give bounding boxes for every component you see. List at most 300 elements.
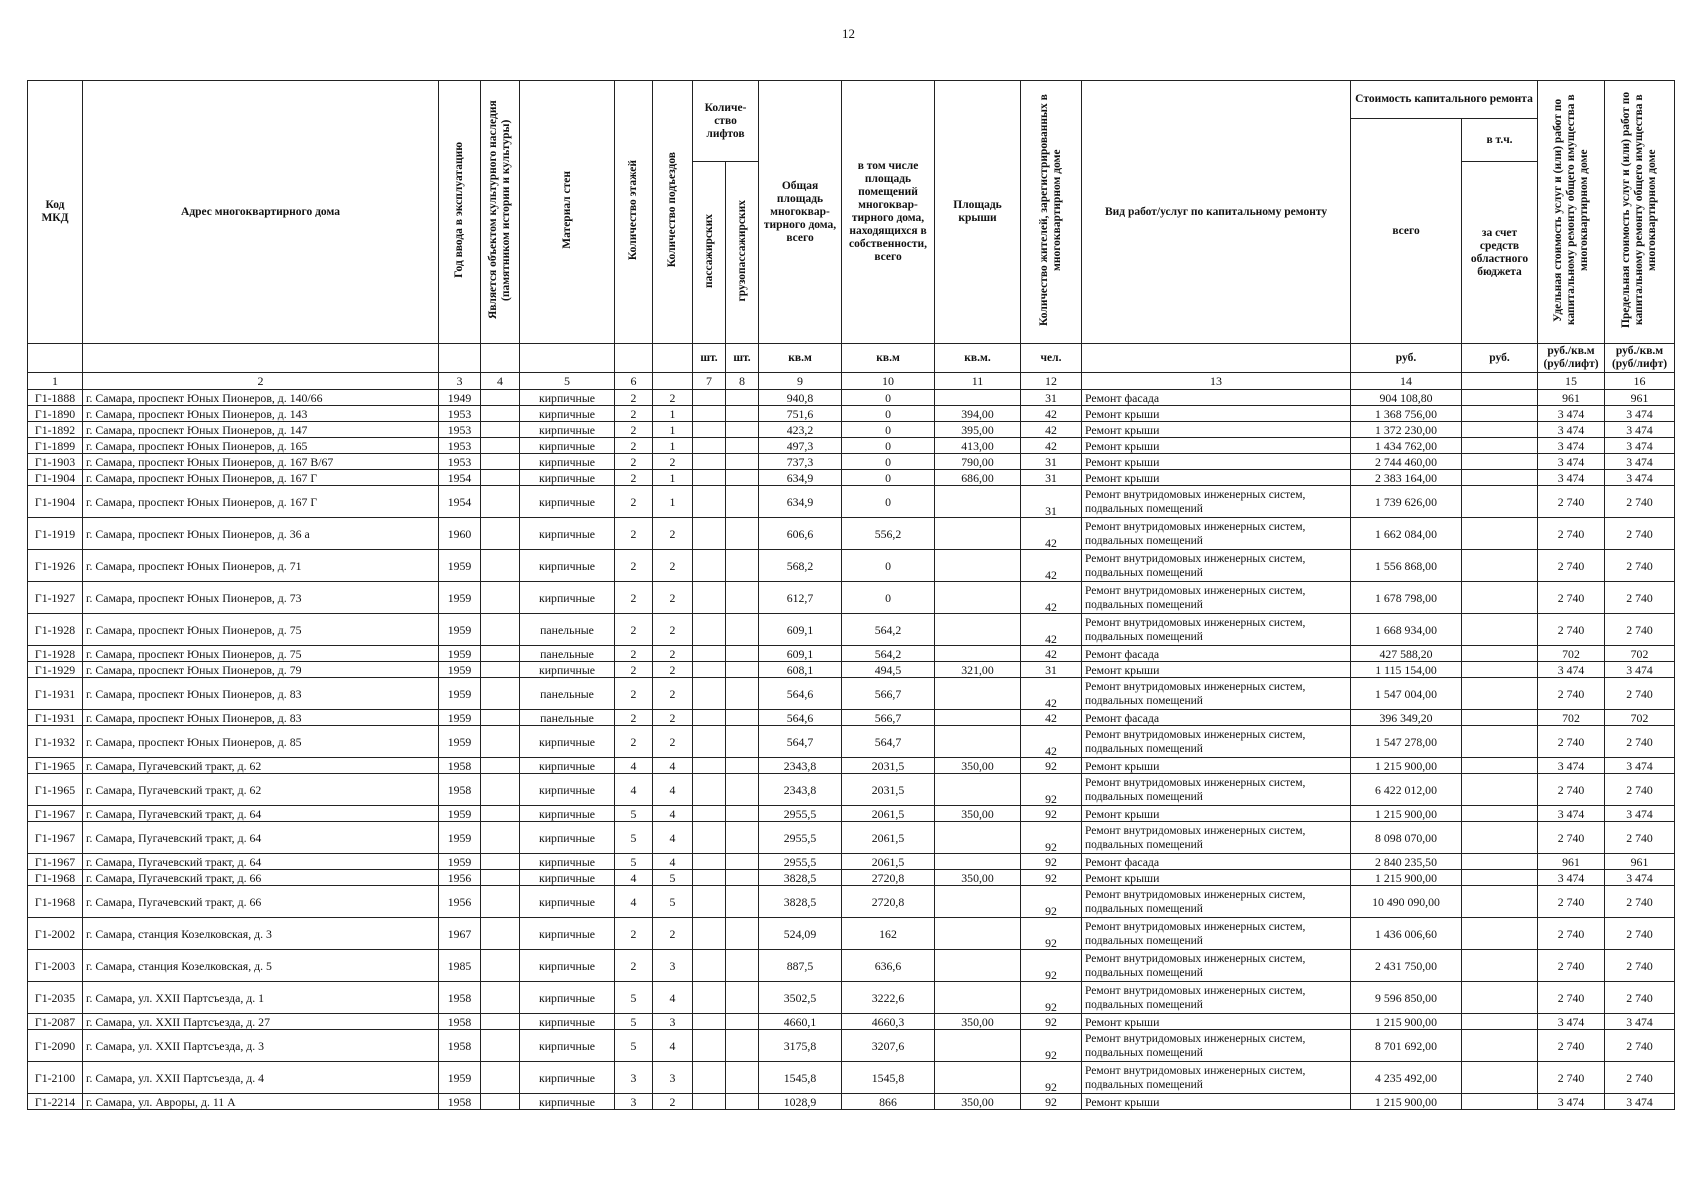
cell-cargo-lifts bbox=[726, 678, 759, 710]
cell-floors: 2 bbox=[615, 726, 653, 758]
cell-entrances: 2 bbox=[653, 918, 693, 950]
cell-passenger-lifts bbox=[693, 1030, 726, 1062]
cell-address: г. Самара, Пугачевский тракт, д. 64 bbox=[83, 822, 439, 854]
unit-residents: чел. bbox=[1021, 344, 1082, 373]
column-number-row bbox=[28, 373, 1675, 390]
cell-floors: 2 bbox=[615, 550, 653, 582]
cell-roof-area: 350,00 bbox=[935, 806, 1021, 822]
cell-max-cost: 2 740 bbox=[1605, 886, 1675, 918]
cell-wall: панельные bbox=[520, 678, 615, 710]
cell-cost-total: 1 668 934,00 bbox=[1351, 614, 1462, 646]
table-row bbox=[28, 1030, 1675, 1062]
cell-passenger-lifts bbox=[693, 518, 726, 550]
cell-work: Ремонт крыши bbox=[1082, 1094, 1351, 1110]
cell-entrances: 4 bbox=[653, 806, 693, 822]
table-row bbox=[28, 470, 1675, 486]
cell-work: Ремонт внутридомовых инженерных систем, подвальных помещений bbox=[1082, 918, 1351, 950]
cell-floors: 5 bbox=[615, 822, 653, 854]
cell-roof-area: 350,00 bbox=[935, 1094, 1021, 1110]
cell-roof-area bbox=[935, 1062, 1021, 1094]
header-cost: Стоимость капитального ремонта bbox=[1351, 81, 1538, 119]
cell-cargo-lifts bbox=[726, 518, 759, 550]
column-number: 14 bbox=[1351, 373, 1462, 390]
cell-unit-cost: 702 bbox=[1538, 710, 1605, 726]
cell-passenger-lifts bbox=[693, 646, 726, 662]
cell-work: Ремонт внутридомовых инженерных систем, подвальных помещений bbox=[1082, 774, 1351, 806]
cell-cost-total: 2 431 750,00 bbox=[1351, 950, 1462, 982]
cell-owned-area: 2720,8 bbox=[842, 870, 935, 886]
cell-code: Г1-1929 bbox=[28, 662, 83, 678]
column-number: 7 bbox=[693, 373, 726, 390]
header-passenger: пассажирских bbox=[693, 162, 726, 344]
cell-cost-total: 1 678 798,00 bbox=[1351, 582, 1462, 614]
cell-unit-cost: 2 740 bbox=[1538, 982, 1605, 1014]
cell-year: 1953 bbox=[439, 422, 481, 438]
unit-unit-cost: руб./кв.м (руб/лифт) bbox=[1538, 344, 1605, 373]
cell-total-area: 2955,5 bbox=[759, 854, 842, 870]
cell-wall: кирпичные bbox=[520, 822, 615, 854]
table-row bbox=[28, 806, 1675, 822]
cell-heritage bbox=[481, 886, 520, 918]
cell-max-cost: 3 474 bbox=[1605, 870, 1675, 886]
column-number bbox=[653, 373, 693, 390]
cell-cost-total: 6 422 012,00 bbox=[1351, 774, 1462, 806]
cell-heritage bbox=[481, 758, 520, 774]
column-number: 8 bbox=[726, 373, 759, 390]
cell-wall: кирпичные bbox=[520, 582, 615, 614]
cell-owned-area: 0 bbox=[842, 454, 935, 470]
cell-wall: кирпичные bbox=[520, 406, 615, 422]
capital-repair-table bbox=[27, 80, 1675, 1110]
cell-max-cost: 2 740 bbox=[1605, 518, 1675, 550]
cell-roof-area bbox=[935, 550, 1021, 582]
table-row bbox=[28, 1094, 1675, 1110]
cell-code: Г1-1928 bbox=[28, 646, 83, 662]
table-row bbox=[28, 1062, 1675, 1094]
cell-passenger-lifts bbox=[693, 710, 726, 726]
cell-year: 1949 bbox=[439, 390, 481, 406]
cell-code: Г1-1967 bbox=[28, 822, 83, 854]
column-number bbox=[1462, 373, 1538, 390]
cell-passenger-lifts bbox=[693, 982, 726, 1014]
table-row bbox=[28, 454, 1675, 470]
cell-address: г. Самара, проспект Юных Пионеров, д. 83 bbox=[83, 710, 439, 726]
cell-passenger-lifts bbox=[693, 1094, 726, 1110]
cell-work: Ремонт крыши bbox=[1082, 1014, 1351, 1030]
cell-passenger-lifts bbox=[693, 454, 726, 470]
cell-entrances: 2 bbox=[653, 1094, 693, 1110]
cell-total-area: 609,1 bbox=[759, 614, 842, 646]
table-row bbox=[28, 678, 1675, 710]
cell-code: Г1-2003 bbox=[28, 950, 83, 982]
cell-residents: 31 bbox=[1021, 470, 1082, 486]
cell-code: Г1-1967 bbox=[28, 806, 83, 822]
cell-total-area: 606,6 bbox=[759, 518, 842, 550]
header-unit-cost: Удельная стоимость услуг и (или) работ по капитальному ремонту общего имущества в многоквартирном доме bbox=[1538, 81, 1605, 344]
cell-passenger-lifts bbox=[693, 886, 726, 918]
cell-roof-area bbox=[935, 710, 1021, 726]
header-wall: Материал стен bbox=[520, 81, 615, 344]
cell-residents: 42 bbox=[1021, 518, 1082, 550]
cell-year: 1959 bbox=[439, 806, 481, 822]
cell-cargo-lifts bbox=[726, 854, 759, 870]
cell-max-cost: 3 474 bbox=[1605, 454, 1675, 470]
unit-passenger: шт. bbox=[693, 344, 726, 373]
cell-address: г. Самара, проспект Юных Пионеров, д. 75 bbox=[83, 614, 439, 646]
cell-owned-area: 564,2 bbox=[842, 646, 935, 662]
cell-unit-cost: 2 740 bbox=[1538, 886, 1605, 918]
header-cost-total: всего bbox=[1351, 119, 1462, 344]
cell-max-cost: 3 474 bbox=[1605, 806, 1675, 822]
header-incl: в т.ч. bbox=[1462, 119, 1538, 162]
cell-cost-regional bbox=[1462, 950, 1538, 982]
cell-floors: 2 bbox=[615, 438, 653, 454]
cell-work: Ремонт внутридомовых инженерных систем, подвальных помещений bbox=[1082, 614, 1351, 646]
cell-year: 1967 bbox=[439, 918, 481, 950]
cell-cost-total: 1 436 006,60 bbox=[1351, 918, 1462, 950]
cell-passenger-lifts bbox=[693, 726, 726, 758]
cell-total-area: 3502,5 bbox=[759, 982, 842, 1014]
cell-cargo-lifts bbox=[726, 1062, 759, 1094]
cell-owned-area: 866 bbox=[842, 1094, 935, 1110]
cell-code: Г1-1904 bbox=[28, 486, 83, 518]
cell-cost-total: 427 588,20 bbox=[1351, 646, 1462, 662]
cell-owned-area: 566,7 bbox=[842, 678, 935, 710]
cell-heritage bbox=[481, 518, 520, 550]
cell-wall: панельные bbox=[520, 646, 615, 662]
cell-cost-regional bbox=[1462, 710, 1538, 726]
cell-unit-cost: 3 474 bbox=[1538, 758, 1605, 774]
cell-wall: кирпичные bbox=[520, 518, 615, 550]
cell-year: 1958 bbox=[439, 1094, 481, 1110]
cell-cargo-lifts bbox=[726, 486, 759, 518]
cell-cost-total: 1 215 900,00 bbox=[1351, 806, 1462, 822]
cell-heritage bbox=[481, 854, 520, 870]
cell-cost-total: 2 744 460,00 bbox=[1351, 454, 1462, 470]
cell-total-area: 564,6 bbox=[759, 710, 842, 726]
cell-year: 1954 bbox=[439, 470, 481, 486]
cell-total-area: 1545,8 bbox=[759, 1062, 842, 1094]
cell-work: Ремонт крыши bbox=[1082, 454, 1351, 470]
cell-floors: 5 bbox=[615, 806, 653, 822]
cell-cost-total: 1 739 626,00 bbox=[1351, 486, 1462, 518]
cell-work: Ремонт крыши bbox=[1082, 438, 1351, 454]
cell-code: Г1-1931 bbox=[28, 678, 83, 710]
cell-heritage bbox=[481, 406, 520, 422]
cell-wall: кирпичные bbox=[520, 390, 615, 406]
cell-address: г. Самара, проспект Юных Пионеров, д. 143 bbox=[83, 406, 439, 422]
cell-cost-regional bbox=[1462, 614, 1538, 646]
unit-roof-area: кв.м. bbox=[935, 344, 1021, 373]
cell-roof-area bbox=[935, 854, 1021, 870]
cell-passenger-lifts bbox=[693, 550, 726, 582]
table-row bbox=[28, 390, 1675, 406]
cell-floors: 2 bbox=[615, 406, 653, 422]
cell-total-area: 524,09 bbox=[759, 918, 842, 950]
cell-heritage bbox=[481, 678, 520, 710]
cell-unit-cost: 3 474 bbox=[1538, 662, 1605, 678]
cell-work: Ремонт внутридомовых инженерных систем, подвальных помещений bbox=[1082, 982, 1351, 1014]
cell-address: г. Самара, проспект Юных Пионеров, д. 79 bbox=[83, 662, 439, 678]
cell-max-cost: 3 474 bbox=[1605, 1094, 1675, 1110]
cell-year: 1959 bbox=[439, 614, 481, 646]
cell-cost-regional bbox=[1462, 1030, 1538, 1062]
cell-cargo-lifts bbox=[726, 422, 759, 438]
cell-cargo-lifts bbox=[726, 454, 759, 470]
page-number: 12 bbox=[842, 26, 855, 41]
cell-cargo-lifts bbox=[726, 406, 759, 422]
column-number: 1 bbox=[28, 373, 83, 390]
cell-roof-area bbox=[935, 486, 1021, 518]
cell-owned-area: 0 bbox=[842, 550, 935, 582]
cell-total-area: 423,2 bbox=[759, 422, 842, 438]
column-number: 2 bbox=[83, 373, 439, 390]
cell-code: Г1-1892 bbox=[28, 422, 83, 438]
cell-entrances: 2 bbox=[653, 646, 693, 662]
cell-work: Ремонт внутридомовых инженерных систем, подвальных помещений bbox=[1082, 822, 1351, 854]
cell-unit-cost: 2 740 bbox=[1538, 518, 1605, 550]
cell-entrances: 2 bbox=[653, 390, 693, 406]
cell-passenger-lifts bbox=[693, 1014, 726, 1030]
cell-entrances: 1 bbox=[653, 422, 693, 438]
cell-heritage bbox=[481, 470, 520, 486]
table-row bbox=[28, 662, 1675, 678]
cell-total-area: 608,1 bbox=[759, 662, 842, 678]
cell-unit-cost: 3 474 bbox=[1538, 438, 1605, 454]
cell-owned-area: 556,2 bbox=[842, 518, 935, 550]
cell-residents: 42 bbox=[1021, 614, 1082, 646]
header-code: Код МКД bbox=[28, 81, 83, 344]
cell-wall: кирпичные bbox=[520, 662, 615, 678]
cell-floors: 4 bbox=[615, 774, 653, 806]
cell-address: г. Самара, проспект Юных Пионеров, д. 75 bbox=[83, 646, 439, 662]
cell-roof-area bbox=[935, 918, 1021, 950]
cell-work: Ремонт внутридомовых инженерных систем, подвальных помещений bbox=[1082, 518, 1351, 550]
cell-unit-cost: 2 740 bbox=[1538, 614, 1605, 646]
cell-floors: 5 bbox=[615, 854, 653, 870]
cell-entrances: 3 bbox=[653, 1014, 693, 1030]
cell-cost-regional bbox=[1462, 870, 1538, 886]
unit-owned-area: кв.м bbox=[842, 344, 935, 373]
unit-max-cost: руб./кв.м (руб/лифт) bbox=[1605, 344, 1675, 373]
cell-address: г. Самара, ул. XXII Партсъезда, д. 1 bbox=[83, 982, 439, 1014]
cell-wall: кирпичные bbox=[520, 422, 615, 438]
cell-work: Ремонт фасада bbox=[1082, 646, 1351, 662]
table-row bbox=[28, 1014, 1675, 1030]
cell-max-cost: 2 740 bbox=[1605, 614, 1675, 646]
cell-residents: 92 bbox=[1021, 774, 1082, 806]
cell-address: г. Самара, проспект Юных Пионеров, д. 167 В/67 bbox=[83, 454, 439, 470]
cell-max-cost: 2 740 bbox=[1605, 982, 1675, 1014]
cell-residents: 92 bbox=[1021, 806, 1082, 822]
cell-code: Г1-1899 bbox=[28, 438, 83, 454]
cell-cargo-lifts bbox=[726, 886, 759, 918]
cell-owned-area: 636,6 bbox=[842, 950, 935, 982]
cell-owned-area: 494,5 bbox=[842, 662, 935, 678]
cell-unit-cost: 3 474 bbox=[1538, 422, 1605, 438]
cell-roof-area bbox=[935, 982, 1021, 1014]
cell-residents: 42 bbox=[1021, 406, 1082, 422]
cell-heritage bbox=[481, 1062, 520, 1094]
cell-total-area: 2343,8 bbox=[759, 758, 842, 774]
cell-year: 1959 bbox=[439, 662, 481, 678]
table-row bbox=[28, 726, 1675, 758]
cell-entrances: 4 bbox=[653, 774, 693, 806]
unit-wall bbox=[520, 344, 615, 373]
cell-cargo-lifts bbox=[726, 390, 759, 406]
cell-entrances: 5 bbox=[653, 886, 693, 918]
cell-heritage bbox=[481, 918, 520, 950]
cell-work: Ремонт крыши bbox=[1082, 806, 1351, 822]
cell-owned-area: 3222,6 bbox=[842, 982, 935, 1014]
cell-owned-area: 2061,5 bbox=[842, 822, 935, 854]
cell-work: Ремонт внутридомовых инженерных систем, подвальных помещений bbox=[1082, 1030, 1351, 1062]
cell-total-area: 3175,8 bbox=[759, 1030, 842, 1062]
cell-cost-regional bbox=[1462, 806, 1538, 822]
column-number: 10 bbox=[842, 373, 935, 390]
cell-max-cost: 702 bbox=[1605, 710, 1675, 726]
cell-code: Г1-1890 bbox=[28, 406, 83, 422]
cell-owned-area: 4660,3 bbox=[842, 1014, 935, 1030]
cell-year: 1953 bbox=[439, 454, 481, 470]
table-row bbox=[28, 422, 1675, 438]
cell-address: г. Самара, ул. Авроры, д. 11 А bbox=[83, 1094, 439, 1110]
cell-cost-total: 1 547 278,00 bbox=[1351, 726, 1462, 758]
cell-code: Г1-2002 bbox=[28, 918, 83, 950]
cell-max-cost: 3 474 bbox=[1605, 758, 1675, 774]
cell-code: Г1-1965 bbox=[28, 774, 83, 806]
cell-cargo-lifts bbox=[726, 726, 759, 758]
cell-roof-area bbox=[935, 614, 1021, 646]
unit-cargo: шт. bbox=[726, 344, 759, 373]
cell-cost-regional bbox=[1462, 422, 1538, 438]
cell-roof-area bbox=[935, 678, 1021, 710]
cell-passenger-lifts bbox=[693, 758, 726, 774]
table-row bbox=[28, 710, 1675, 726]
cell-owned-area: 2061,5 bbox=[842, 806, 935, 822]
cell-entrances: 2 bbox=[653, 614, 693, 646]
cell-entrances: 2 bbox=[653, 582, 693, 614]
cell-cost-total: 904 108,80 bbox=[1351, 390, 1462, 406]
cell-max-cost: 702 bbox=[1605, 646, 1675, 662]
cell-cargo-lifts bbox=[726, 822, 759, 854]
cell-cargo-lifts bbox=[726, 982, 759, 1014]
cell-cargo-lifts bbox=[726, 662, 759, 678]
cell-passenger-lifts bbox=[693, 486, 726, 518]
cell-unit-cost: 2 740 bbox=[1538, 918, 1605, 950]
cell-unit-cost: 3 474 bbox=[1538, 1094, 1605, 1110]
cell-entrances: 3 bbox=[653, 1062, 693, 1094]
unit-total-area: кв.м bbox=[759, 344, 842, 373]
column-number: 3 bbox=[439, 373, 481, 390]
cell-entrances: 1 bbox=[653, 438, 693, 454]
cell-roof-area: 350,00 bbox=[935, 870, 1021, 886]
table-row bbox=[28, 918, 1675, 950]
cell-cost-regional bbox=[1462, 822, 1538, 854]
cell-residents: 42 bbox=[1021, 710, 1082, 726]
cell-floors: 2 bbox=[615, 646, 653, 662]
cell-year: 1960 bbox=[439, 518, 481, 550]
cell-passenger-lifts bbox=[693, 582, 726, 614]
cell-total-area: 612,7 bbox=[759, 582, 842, 614]
cell-address: г. Самара, Пугачевский тракт, д. 64 bbox=[83, 854, 439, 870]
cell-wall: кирпичные bbox=[520, 886, 615, 918]
cell-floors: 5 bbox=[615, 1014, 653, 1030]
unit-entrances bbox=[653, 344, 693, 373]
cell-cargo-lifts bbox=[726, 870, 759, 886]
cell-address: г. Самара, Пугачевский тракт, д. 62 bbox=[83, 774, 439, 806]
cell-cost-total: 1 547 004,00 bbox=[1351, 678, 1462, 710]
cell-cost-total: 9 596 850,00 bbox=[1351, 982, 1462, 1014]
cell-cost-total: 1 215 900,00 bbox=[1351, 1014, 1462, 1030]
cell-entrances: 2 bbox=[653, 710, 693, 726]
cell-total-area: 4660,1 bbox=[759, 1014, 842, 1030]
unit-work bbox=[1082, 344, 1351, 373]
cell-cargo-lifts bbox=[726, 806, 759, 822]
column-number: 15 bbox=[1538, 373, 1605, 390]
cell-wall: кирпичные bbox=[520, 870, 615, 886]
cell-floors: 3 bbox=[615, 1094, 653, 1110]
cell-entrances: 2 bbox=[653, 678, 693, 710]
cell-year: 1959 bbox=[439, 678, 481, 710]
cell-max-cost: 2 740 bbox=[1605, 774, 1675, 806]
cell-floors: 2 bbox=[615, 710, 653, 726]
cell-wall: панельные bbox=[520, 614, 615, 646]
cell-floors: 2 bbox=[615, 614, 653, 646]
cell-cost-regional bbox=[1462, 662, 1538, 678]
cell-work: Ремонт внутридомовых инженерных систем, подвальных помещений bbox=[1082, 950, 1351, 982]
cell-cost-regional bbox=[1462, 470, 1538, 486]
cell-passenger-lifts bbox=[693, 470, 726, 486]
cell-residents: 92 bbox=[1021, 1030, 1082, 1062]
column-number: 11 bbox=[935, 373, 1021, 390]
cell-residents: 92 bbox=[1021, 918, 1082, 950]
cell-cost-total: 8 098 070,00 bbox=[1351, 822, 1462, 854]
cell-cost-total: 2 383 164,00 bbox=[1351, 470, 1462, 486]
cell-max-cost: 3 474 bbox=[1605, 406, 1675, 422]
cell-work: Ремонт фасада bbox=[1082, 710, 1351, 726]
cell-floors: 2 bbox=[615, 918, 653, 950]
cell-wall: кирпичные bbox=[520, 854, 615, 870]
cell-total-area: 737,3 bbox=[759, 454, 842, 470]
cell-floors: 4 bbox=[615, 870, 653, 886]
cell-floors: 2 bbox=[615, 518, 653, 550]
cell-address: г. Самара, станция Козелковская, д. 5 bbox=[83, 950, 439, 982]
cell-passenger-lifts bbox=[693, 854, 726, 870]
unit-year bbox=[439, 344, 481, 373]
cell-code: Г1-1903 bbox=[28, 454, 83, 470]
cell-unit-cost: 3 474 bbox=[1538, 406, 1605, 422]
cell-passenger-lifts bbox=[693, 774, 726, 806]
cell-cargo-lifts bbox=[726, 710, 759, 726]
cell-passenger-lifts bbox=[693, 1062, 726, 1094]
cell-residents: 92 bbox=[1021, 886, 1082, 918]
cell-owned-area: 3207,6 bbox=[842, 1030, 935, 1062]
cell-owned-area: 162 bbox=[842, 918, 935, 950]
cell-cargo-lifts bbox=[726, 614, 759, 646]
cell-address: г. Самара, проспект Юных Пионеров, д. 165 bbox=[83, 438, 439, 454]
cell-cargo-lifts bbox=[726, 918, 759, 950]
header-total-area: Общая площадь многоквар-тирного дома, всего bbox=[759, 81, 842, 344]
cell-entrances: 5 bbox=[653, 870, 693, 886]
cell-unit-cost: 961 bbox=[1538, 390, 1605, 406]
cell-address: г. Самара, проспект Юных Пионеров, д. 140/66 bbox=[83, 390, 439, 406]
cell-residents: 42 bbox=[1021, 678, 1082, 710]
cell-heritage bbox=[481, 726, 520, 758]
cell-residents: 42 bbox=[1021, 726, 1082, 758]
cell-entrances: 4 bbox=[653, 822, 693, 854]
cell-wall: кирпичные bbox=[520, 454, 615, 470]
